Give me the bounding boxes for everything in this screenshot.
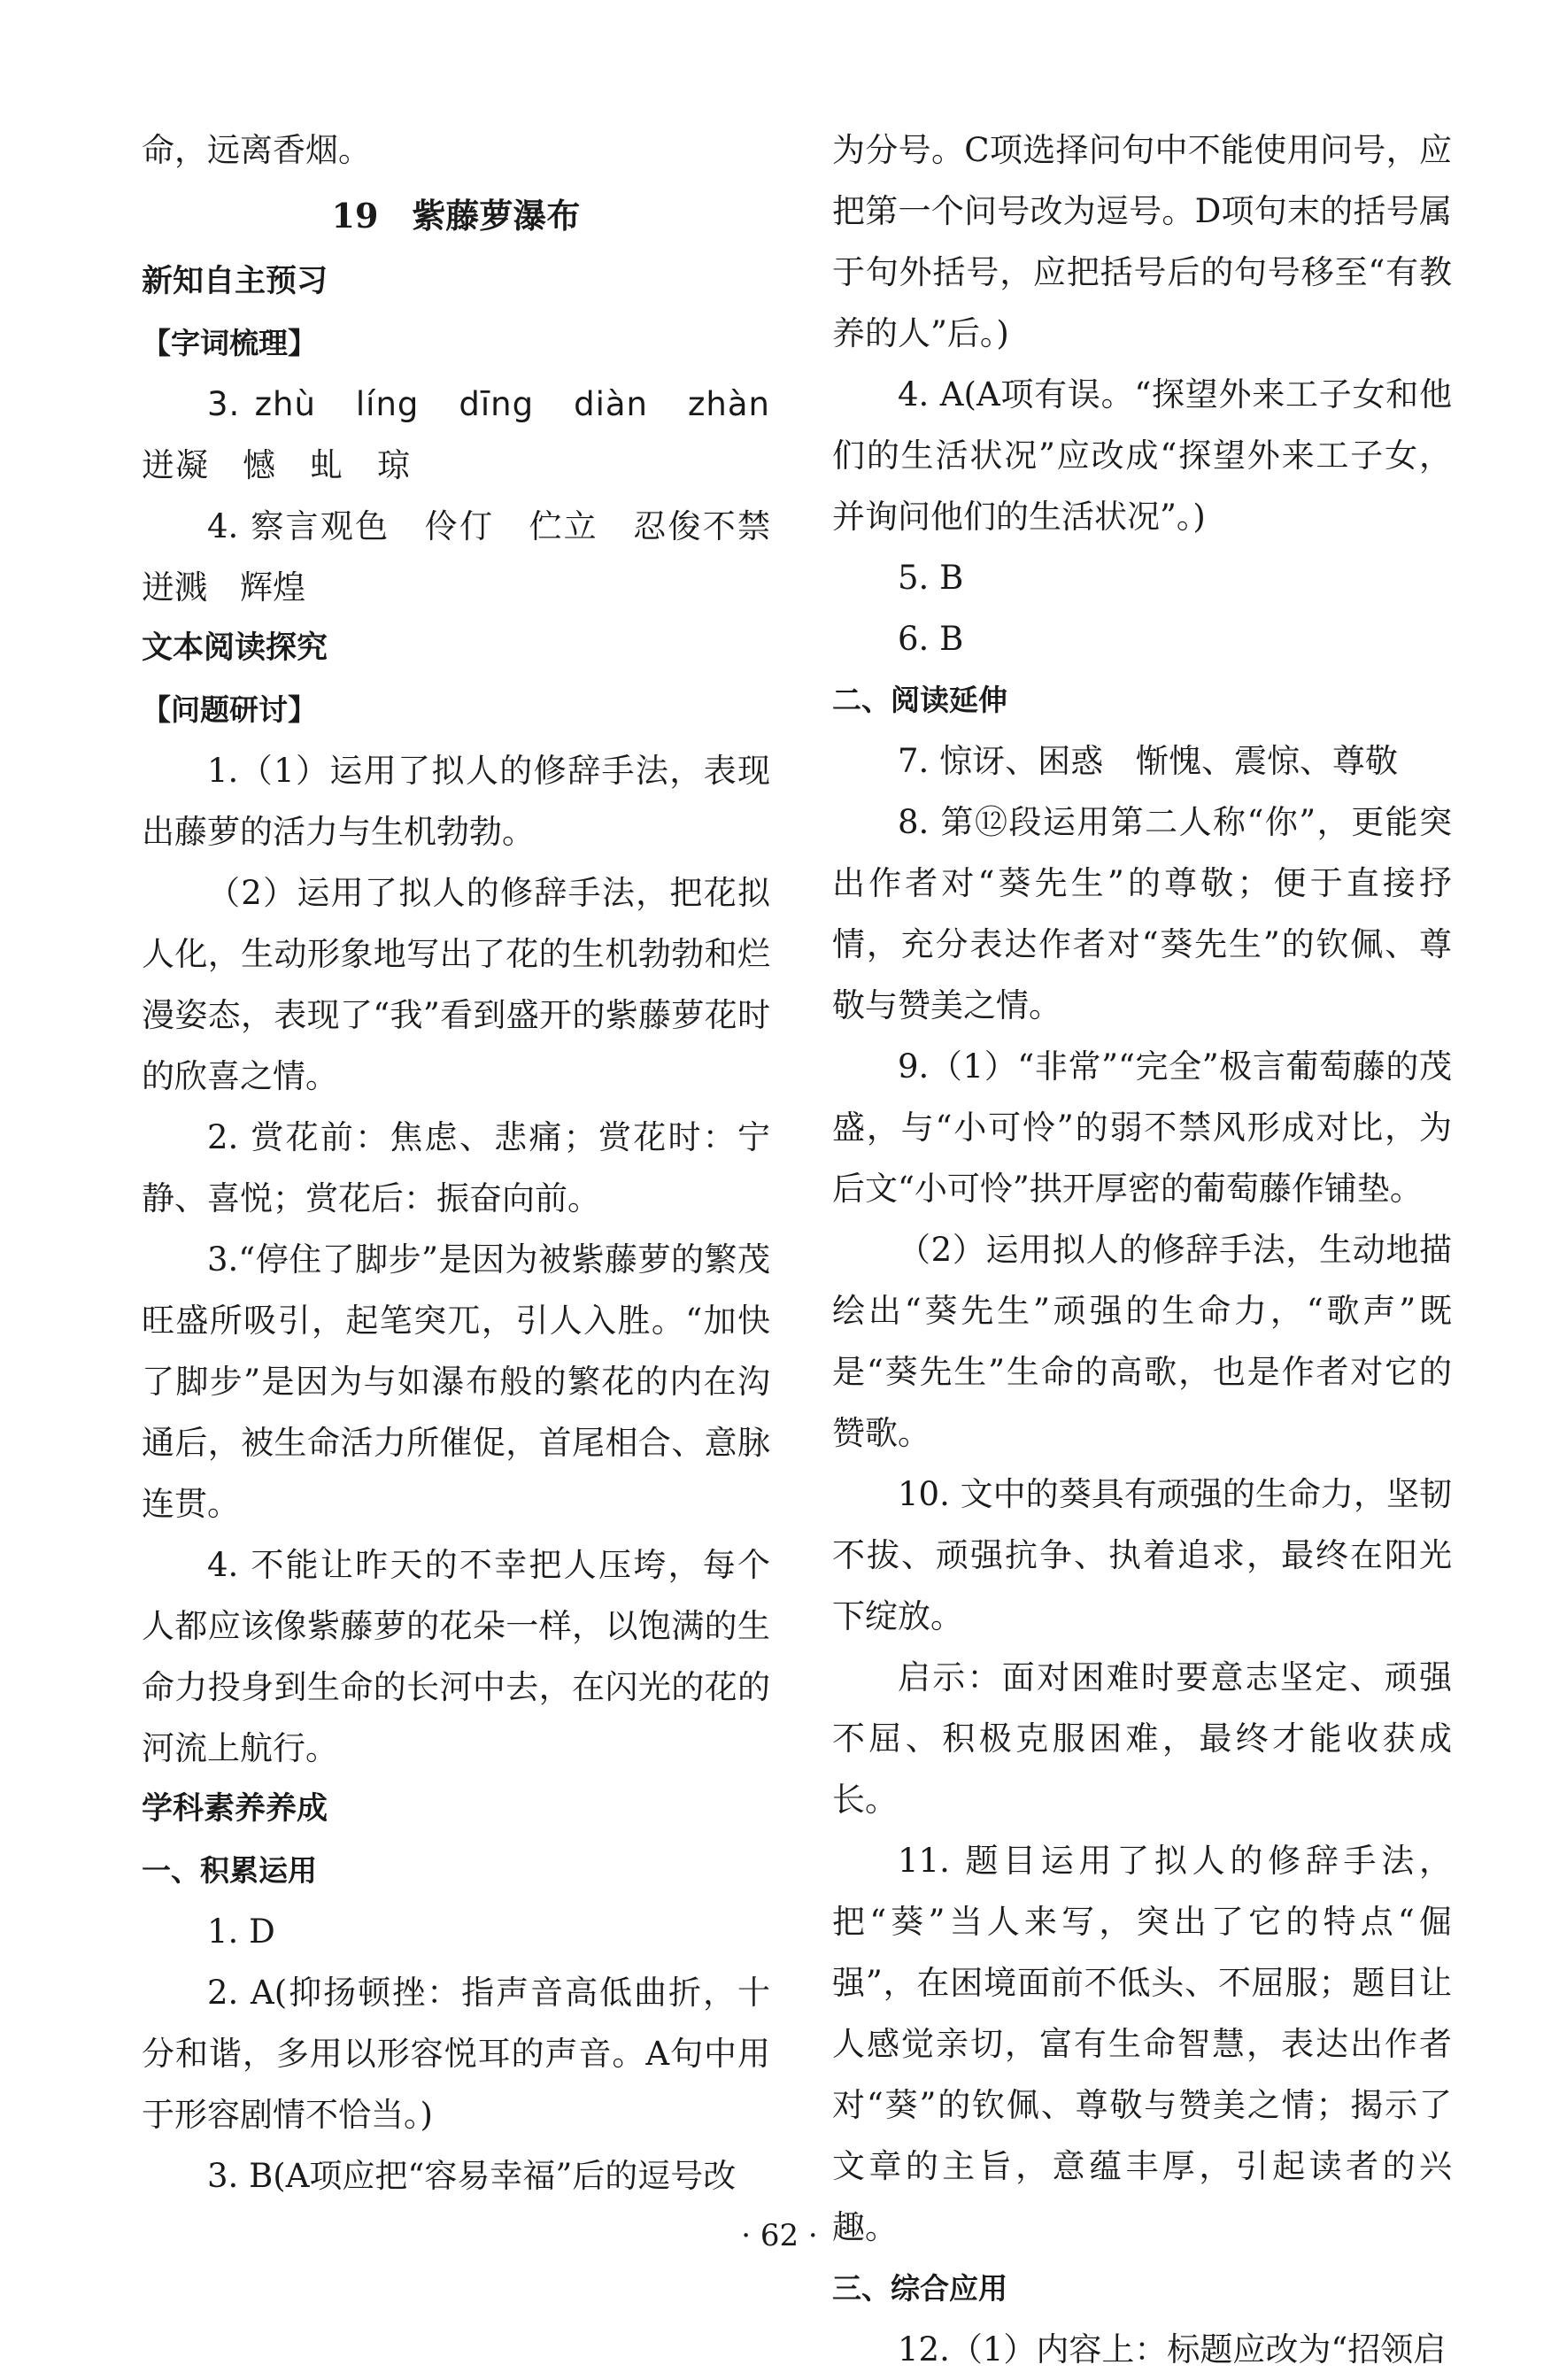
answer-paragraph: 6. B [898,620,964,658]
answer-paragraph: 11. 题目运用了拟人的修辞手法，把“葵”当人来写，突出了它的特点“倔强”，在困境面前不低头、不屈服；题目让人感觉亲切，富有生命智慧，表达出作者对“葵”的钦佩、尊敬与赞美之情；揭示了文章的主旨，意蕴丰厚，引起读者的兴趣。 [832,1842,1452,2246]
answer-paragraph: 1.（1）运用了拟人的修辞手法，表现出藤萝的活力与生机勃勃。 [142,752,770,851]
answer-paragraph: 12.（1）内容上：标题应改为“招领启 [898,2330,1447,2368]
answer-paragraph: 10. 文中的葵具有顽强的生命力，坚韧不拔、顽强抗争、执着追求，最终在阳光下绽放。 [832,1475,1452,1635]
subsection-heading: 二、阅读延伸 [832,683,1007,717]
answer-paragraph: 4. A(A项有误。“探望外来工子女和他们的生活状况”应改成“探望外来工子女，并询问他们的生活状况”。) [832,375,1452,536]
answer-paragraph: （2）运用了拟人的修辞手法，把花拟人化，生动形象地写出了花的生机勃勃和烂漫姿态，表现了“我”看到盛开的紫藤萝花时的欣喜之情。 [142,874,770,1095]
subsection-heading: 【字词梳理】 [142,326,317,360]
answer-paragraph: 启示：面对困难时要意志坚定、顽强不屈、积极克服困难，最终才能收获成长。 [832,1658,1452,1819]
section-heading: 学科素养养成 [142,1791,328,1827]
paragraph: 命，远离香烟。 [142,131,371,169]
answer-paragraph: 8. 第⑫段运用第二人称“你”，更能突出作者对“葵先生”的尊敬；便于直接抒情，充分表达作者对“葵先生”的钦佩、尊敬与赞美之情。 [832,803,1452,1024]
answer-paragraph: 2. A(抑扬顿挫：指声音高低曲折，十分和谐，多用以形容悦耳的声音。A句中用于形容剧情不恰当。) [142,1974,770,2134]
answer-paragraph: 3.“停住了脚步”是因为被紫藤萝的繁茂旺盛所吸引，起笔突兀，引人入胜。“加快了脚步”是因为与如瀑布般的繁花的内在沟通后，被生命活力所催促，首尾相合、意脉连贯。 [142,1240,770,1523]
answer-pinyin: 3. zhù líng dīng diàn zhàn 迸凝 憾 虬 琼 [142,385,804,484]
answer-paragraph: 5. B [898,559,964,597]
answer-words: 4. 察言观色 伶仃 伫立 忍俊不禁迸溅 辉煌 [142,507,770,607]
page-number: · 62 · [741,2218,818,2253]
section-heading: 新知自主预习 [142,264,328,299]
answer-paragraph: 1. D [207,1912,275,1951]
answer-paragraph: 9.（1）“非常”“完全”极言葡萄藤的茂盛，与“小可怜”的弱不禁风形成对比，为后文“小可怜”拱开厚密的葡萄藤作铺垫。 [832,1047,1452,1208]
answer-paragraph: 2. 赏花前：焦虑、悲痛；赏花时：宁静、喜悦；赏花后：振奋向前。 [142,1118,770,1217]
subsection-heading: 一、积累运用 [142,1853,317,1888]
answer-paragraph: （2）运用拟人的修辞手法，生动地描绘出“葵先生”顽强的生命力，“歌声”既是“葵先生”生命的高歌，也是作者对它的赞歌。 [832,1231,1452,1452]
answer-paragraph: 3. B(A项应把“容易幸福”后的逗号改 [207,2157,737,2195]
section-heading: 文本阅读探究 [142,630,328,666]
answer-paragraph: 7. 惊讶、困惑 惭愧、震惊、尊敬 [898,742,1399,780]
answer-paragraph: 为分号。C项选择问句中不能使用问号，应把第一个问号改为逗号。D项句末的括号属于句外括号，应把括号后的句号移至“有教养的人”后。) [832,131,1452,352]
right-column [832,120,1452,2380]
chapter-title: 19 紫藤萝瀑布 [331,196,581,236]
subsection-heading: 三、综合应用 [832,2271,1007,2306]
left-column [142,120,804,2206]
answer-paragraph: 4. 不能让昨天的不幸把人压垮，每个人都应该像紫藤萝的花朵一样，以饱满的生命力投身到生命的长河中去，在闪光的花的河流上航行。 [142,1546,770,1767]
subsection-heading: 【问题研讨】 [142,692,317,727]
